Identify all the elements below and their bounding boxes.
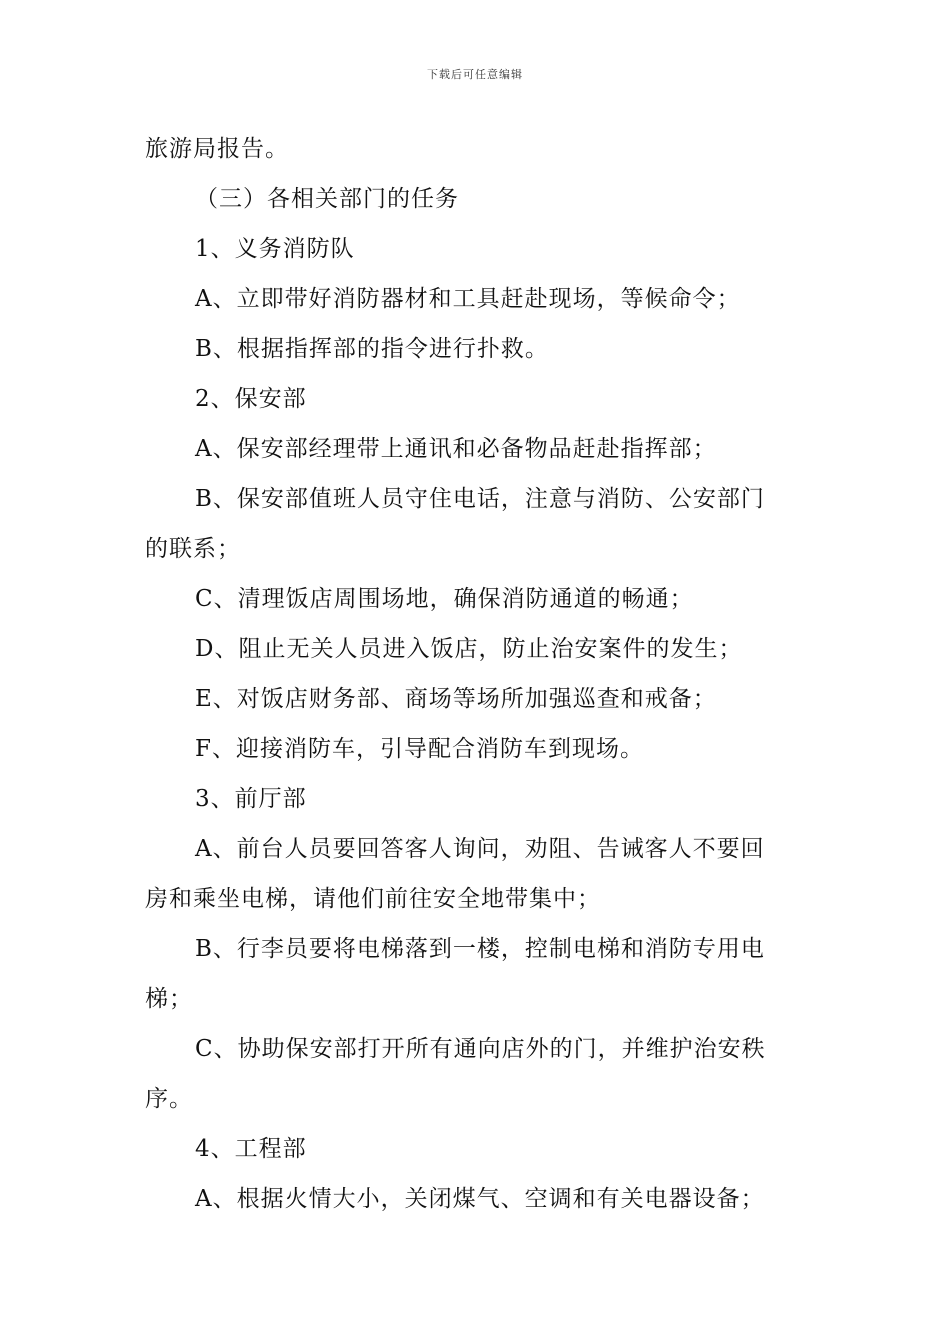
- subsection-heading-security: 2、保安部: [195, 386, 307, 412]
- subsection-heading-engineering: 4、工程部: [195, 1136, 307, 1162]
- body-line-8: B、保安部值班人员守住电话，注意与消防、公安部门: [195, 486, 765, 512]
- body-line-13: F、迎接消防车，引导配合消防车到现场。: [195, 736, 644, 762]
- subsection-heading-fire-brigade: 1、义务消防队: [195, 236, 355, 262]
- page-header-note: 下载后可任意编辑: [427, 68, 523, 81]
- body-line-12: E、对饭店财务部、商场等场所加强巡查和戒备；: [195, 686, 717, 712]
- body-line-17: B、行李员要将电梯落到一楼，控制电梯和消防专用电: [195, 936, 765, 962]
- body-line-7: A、保安部经理带上通讯和必备物品赶赴指挥部；: [195, 436, 717, 462]
- body-line-1: 旅游局报告。: [145, 136, 289, 162]
- body-line-19: C、协助保安部打开所有通向店外的门，并维护治安秩: [195, 1036, 766, 1062]
- document-body: [145, 124, 810, 1224]
- body-line-18: 梯；: [145, 986, 193, 1012]
- body-line-5: B、根据指挥部的指令进行扑救。: [195, 336, 549, 362]
- body-line-9: 的联系；: [145, 536, 241, 562]
- body-line-16: 房和乘坐电梯，请他们前往安全地带集中；: [145, 886, 601, 912]
- section-heading-three: （三）各相关部门的任务: [195, 186, 459, 212]
- body-line-4: A、立即带好消防器材和工具赶赴现场，等候命令；: [195, 286, 741, 312]
- body-line-10: C、清理饭店周围场地，确保消防通道的畅通；: [195, 586, 694, 612]
- body-line-22: A、根据火情大小，关闭煤气、空调和有关电器设备；: [195, 1186, 765, 1212]
- body-line-15: A、前台人员要回答客人询问，劝阻、告诫客人不要回: [195, 836, 765, 862]
- subsection-heading-front-office: 3、前厅部: [195, 786, 307, 812]
- body-line-20: 序。: [145, 1086, 193, 1112]
- body-line-11: D、阻止无关人员进入饭店，防止治安案件的发生；: [195, 636, 743, 662]
